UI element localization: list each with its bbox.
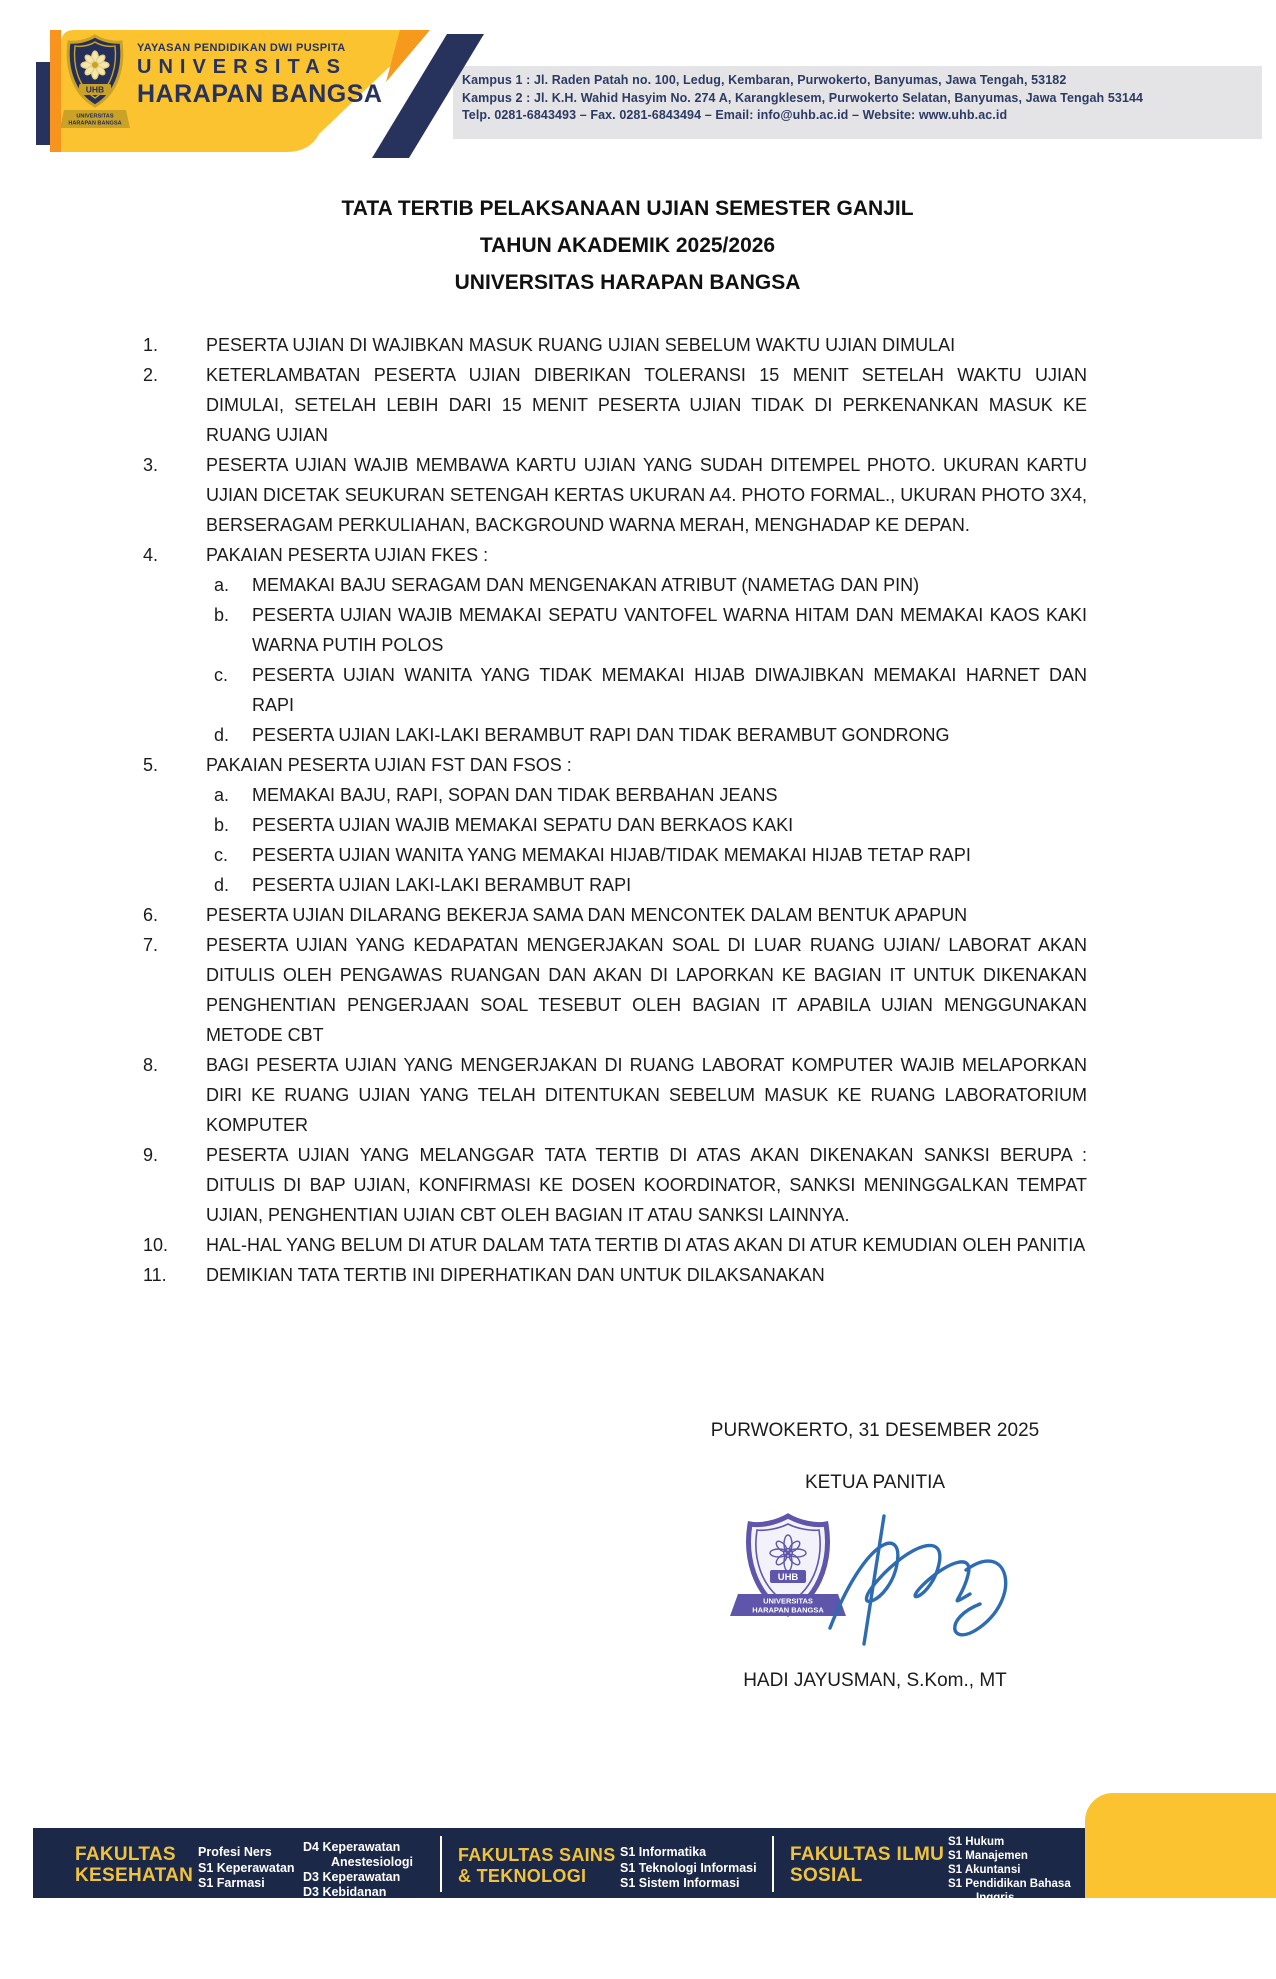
footer-divider (440, 1836, 442, 1892)
rules-list (143, 330, 1087, 1290)
footer-program: S1 Keperawatan (198, 1860, 295, 1875)
rule-subletter: a. (214, 575, 230, 595)
rule-subtext: PESERTA UJIAN WANITA YANG MEMAKAI HIJAB/TIDAK MEMAKAI HIJAB TETAP RAPI (252, 845, 971, 865)
rule-subletter: c. (214, 845, 229, 865)
faculty-sains-teknologi-title: FAKULTAS SAINS & TEKNOLOGI (458, 1845, 616, 1886)
rule-item (143, 1140, 1087, 1230)
rule-subitem (206, 810, 1087, 840)
campus-address-block (462, 72, 1143, 125)
rule-subtext: PESERTA UJIAN LAKI-LAKI BERAMBUT RAPI DAN TIDAK BERAMBUT GONDRONG (252, 725, 950, 745)
footer-yellow-tab (1085, 1793, 1276, 1898)
footer-program: S1 Akuntansi (948, 1864, 1021, 1876)
rule-subletter: d. (214, 725, 230, 745)
rule-number: 10. (143, 1235, 169, 1255)
rule-subitem (206, 570, 1087, 600)
rule-item (143, 930, 1087, 1050)
foundation-name: YAYASAN PENDIDIKAN DWI PUSPITA (137, 42, 346, 54)
footer-column (303, 1840, 435, 1900)
rule-item (143, 1260, 1087, 1290)
rule-text: PESERTA UJIAN DILARANG BEKERJA SAMA DAN MENCONTEK DALAM BENTUK APAPUN (206, 905, 968, 925)
footer-column (620, 1845, 757, 1892)
university-name-line1: UNIVERSITAS (137, 56, 347, 78)
stamp-ribbon-line1: UNIVERSITAS (763, 1596, 813, 1606)
rule-item (143, 750, 1087, 900)
rule-item (143, 540, 1087, 750)
rule-number: 5. (143, 755, 159, 775)
rule-number: 3. (143, 455, 159, 475)
signer-name: HADI JAYUSMAN, S.Kom., MT (743, 1670, 1007, 1691)
address-line-1: Kampus 1 : Jl. Raden Patah no. 100, Ledug, Kembaran, Purwokerto, Banyumas, Jawa Tengah, 53182 (462, 73, 1067, 87)
footer-program: S1 Manajemen (948, 1850, 1028, 1862)
rule-subletter: b. (214, 815, 230, 835)
rule-subtext: PESERTA UJIAN WAJIB MEMAKAI SEPATU DAN BERKAOS KAKI (252, 815, 794, 835)
rule-text: KETERLAMBATAN PESERTA UJIAN DIBERIKAN TOLERANSI 15 MENIT SETELAH WAKTU UJIAN DIMULAI, SETELAH LEBIH DARI 15 MENIT PESERTA UJIAN TIDAK DI PERKENANKAN MASUK KE RUANG UJIAN (206, 365, 1087, 445)
rule-item (143, 450, 1087, 540)
footer-column (198, 1845, 304, 1892)
stamp-and-signature (718, 1508, 1038, 1662)
rule-subletter: a. (214, 785, 230, 805)
rule-number: 6. (143, 905, 159, 925)
address-line-3: Telp. 0281-6843493 – Fax. 0281-6843494 – Email: info@uhb.ac.id – Website: www.uhb.ac.id (462, 108, 1008, 122)
document-title (150, 190, 1105, 301)
title-line-3: UNIVERSITAS HARAPAN BANGSA (454, 271, 801, 294)
place-date: PURWOKERTO, 31 DESEMBER 2025 (710, 1420, 1040, 1441)
rule-subitem (206, 600, 1087, 660)
footer-program: Profesi Ners (198, 1845, 272, 1859)
rule-number: 1. (143, 335, 159, 355)
footer-program: S1 Farmasi (198, 1876, 265, 1890)
footer-program: D4 Keperawatan Anestesiologi (303, 1840, 413, 1869)
signer-role: KETUA PANITIA (804, 1472, 946, 1493)
logo-ribbon-line1: UNIVERSITAS (76, 113, 114, 120)
rule-subtext: PESERTA UJIAN LAKI-LAKI BERAMBUT RAPI (252, 875, 632, 895)
rule-number: 9. (143, 1145, 159, 1165)
rule-subtext: PESERTA UJIAN WANITA YANG TIDAK MEMAKAI HIJAB DIWAJIBKAN MEMAKAI HARNET DAN RAPI (252, 665, 1087, 715)
logo-abbrev-text: UHB (85, 84, 105, 95)
title-line-1: TATA TERTIB PELAKSANAAN UJIAN SEMESTER GANJIL (341, 197, 914, 220)
rule-subletter: d. (214, 875, 230, 895)
footer-program: S1 Teknologi Informasi (620, 1860, 757, 1875)
rule-subletter: b. (214, 605, 230, 625)
footer-program: D3 Kebidanan (303, 1885, 387, 1899)
rule-subitem (206, 780, 1087, 810)
rule-text: PESERTA UJIAN DI WAJIBKAN MASUK RUANG UJIAN SEBELUM WAKTU UJIAN DIMULAI (206, 335, 956, 355)
rule-item (143, 1230, 1087, 1260)
footer-program: S1 Sistem Informasi (620, 1876, 740, 1890)
rule-subitem (206, 660, 1087, 720)
rule-subtext: MEMAKAI BAJU SERAGAM DAN MENGENAKAN ATRIBUT (NAMETAG DAN PIN) (252, 575, 920, 595)
university-name-block (137, 42, 382, 109)
footer-program: S1 Hukum (948, 1836, 1005, 1848)
rule-text: PAKAIAN PESERTA UJIAN FST DAN FSOS : (206, 755, 572, 775)
footer-program: S1 Pendidikan Bahasa Inggris (948, 1878, 1071, 1904)
footer-column (948, 1835, 1088, 1905)
rule-number: 7. (143, 935, 159, 955)
rule-subitem (206, 720, 1087, 750)
logo-ribbon-line2: HARAPAN BANGSA (68, 120, 122, 127)
rule-text: PESERTA UJIAN YANG MELANGGAR TATA TERTIB DI ATAS AKAN DIKENAKAN SANKSI BERUPA : DITULIS DI BAP UJIAN, KONFIRMASI KE DOSEN KOORDINATOR, SANKSI MENINGGALKAN TEMPAT UJIAN, PENGHENTIAN UJIAN CBT OLEH BAGIAN IT ATAU SANKSI LAINNYA. (206, 1145, 1087, 1225)
rule-text: PAKAIAN PESERTA UJIAN FKES : (206, 545, 489, 565)
rule-subtext: MEMAKAI BAJU, RAPI, SOPAN DAN TIDAK BERBAHAN JEANS (252, 785, 778, 805)
left-navy-accent (36, 62, 51, 145)
university-logo-icon (58, 32, 132, 152)
rule-item (143, 1050, 1087, 1140)
rule-item (143, 360, 1087, 450)
title-line-2: TAHUN AKADEMIK 2025/2026 (479, 234, 776, 257)
footer-program: D3 Keperawatan (303, 1870, 401, 1884)
rule-number: 2. (143, 365, 159, 385)
rule-number: 11. (143, 1265, 167, 1285)
university-name-line2: HARAPAN BANGSA (137, 80, 383, 108)
rule-number: 8. (143, 1055, 159, 1075)
stamp-ribbon-line2: HARAPAN BANGSA (752, 1605, 824, 1615)
rule-text: BAGI PESERTA UJIAN YANG MENGERJAKAN DI RUANG LABORAT KOMPUTER WAJIB MELAPORKAN DIRI KE RUANG UJIAN YANG TELAH DITENTUKAN SEBELUM MASUK KE RUANG LABORATORIUM KOMPUTER (206, 1055, 1087, 1135)
footer-program: S1 Informatika (620, 1845, 707, 1859)
rule-subtext: PESERTA UJIAN WAJIB MEMAKAI SEPATU VANTOFEL WARNA HITAM DAN MEMAKAI KAOS KAKI WARNA PUTIH POLOS (252, 605, 1087, 655)
rule-text: DEMIKIAN TATA TERTIB INI DIPERHATIKAN DAN UNTUK DILAKSANAKAN (206, 1265, 825, 1285)
rule-item (143, 330, 1087, 360)
faculty-ilmu-sosial-title: FAKULTAS ILMU SOSIAL (790, 1844, 945, 1886)
rule-text: HAL-HAL YANG BELUM DI ATUR DALAM TATA TERTIB DI ATAS AKAN DI ATUR KEMUDIAN OLEH PANITIA (206, 1235, 1086, 1255)
rule-text: PESERTA UJIAN WAJIB MEMBAWA KARTU UJIAN YANG SUDAH DITEMPEL PHOTO. UKURAN KARTU UJIAN DICETAK SEUKURAN SETENGAH KERTAS UKURAN A4. PHOTO FORMAL., UKURAN PHOTO 3X4, BERSERAGAM PERKULIAHAN, BACKGROUND WARNA MERAH, MENGHADAP KE DEPAN. (206, 455, 1087, 535)
handwritten-signature-scribble (830, 1516, 1006, 1644)
footer-divider (772, 1836, 774, 1892)
rule-subitem (206, 840, 1087, 870)
stamp-abbrev-text: UHB (777, 1572, 799, 1583)
rule-number: 4. (143, 545, 159, 565)
address-line-2: Kampus 2 : Jl. K.H. Wahid Hasyim No. 274 A, Karangklesem, Purwokerto Selatan, Banyumas, Jawa Tengah 53144 (462, 90, 1144, 105)
rule-subletter: c. (214, 665, 229, 685)
official-stamp-icon (718, 1508, 1038, 1656)
rule-item (143, 900, 1087, 930)
signature-block (690, 1420, 1060, 1720)
faculty-kesehatan-title: FAKULTAS KESEHATAN (75, 1844, 194, 1886)
rule-subitem (206, 870, 1087, 900)
rule-text: PESERTA UJIAN YANG KEDAPATAN MENGERJAKAN SOAL DI LUAR RUANG UJIAN/ LABORAT AKAN DITULIS OLEH PENGAWAS RUANGAN DAN AKAN DI LAPORKAN KE BAGIAN IT UNTUK DIKENAKAN PENGHENTIAN PENGERJAAN SOAL TESEBUT OLEH BAGIAN IT APABILA UJIAN MENGGUNAKAN METODE CBT (206, 935, 1087, 1045)
